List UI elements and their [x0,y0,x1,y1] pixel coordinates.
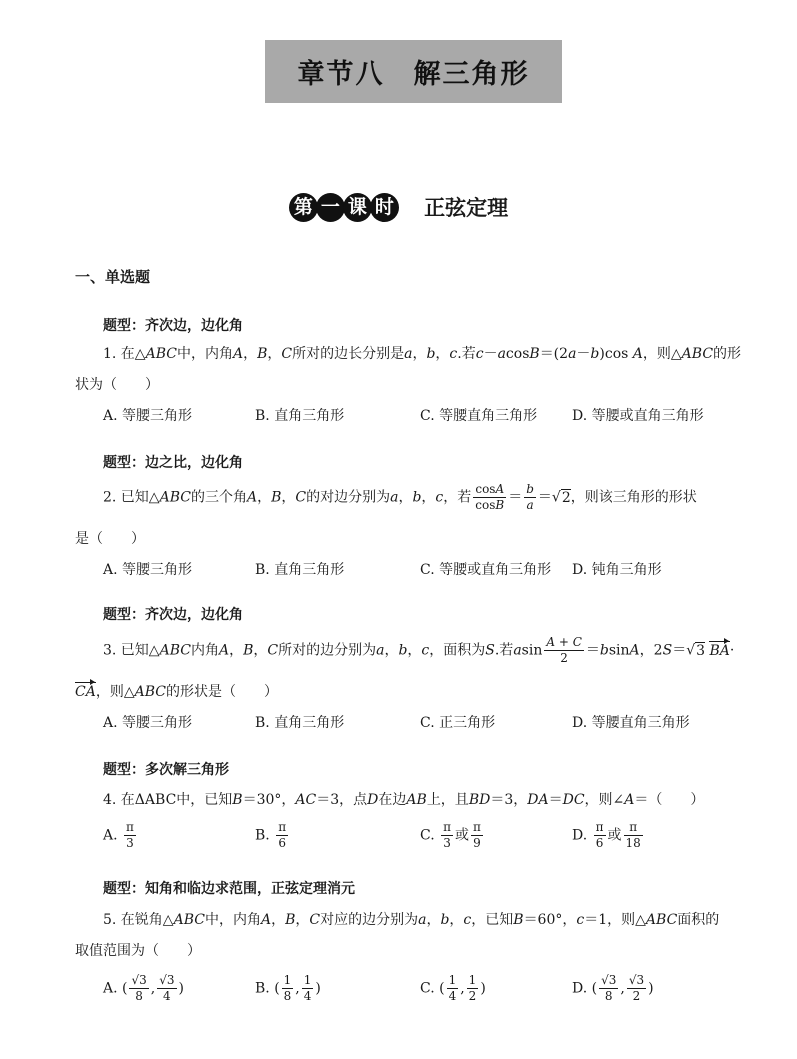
text: C [267,642,279,659]
text: ＝30°， [242,792,296,808]
option-d[interactable]: D. 等腰或直角三角形 [572,408,704,424]
text: A [629,642,640,659]
text: ， [421,489,436,506]
question-2-continuation: 是（ ） [75,531,145,547]
text: b [412,489,422,506]
option-a[interactable]: A. 等腰三角形 [103,562,193,578]
fraction [467,973,479,1004]
text: a [418,912,427,928]
text: 4 [448,989,457,1003]
fraction [471,820,483,851]
text: 9 [473,836,481,850]
text: · [729,642,735,659]
text: .若 [494,642,514,659]
text: ， [271,912,286,928]
text: 18 [625,836,641,850]
text: b [426,346,436,362]
question-type-label: 题型：多次解三角形 [103,762,229,778]
text: B [232,792,243,808]
fraction [627,973,646,1004]
text: ， [253,642,268,659]
text: 4 [303,989,312,1003]
text: ，则△ [642,346,682,362]
text: c [463,912,472,928]
text: A [260,912,272,928]
text: sin [608,642,630,659]
question-5-continuation: 取值范围为（ ） [75,943,201,959]
question-type-label: 题型：齐次边，边化角 [103,318,243,334]
text: 8 [135,989,143,1003]
text: 2 [560,651,568,665]
text: 内角 [190,642,219,659]
text: c [435,489,444,506]
text: 4 [163,989,171,1003]
option-d[interactable] [572,820,645,851]
text: a [526,498,534,512]
lesson-badge-char: 一 [316,193,345,222]
text: 的三个角 [190,489,247,506]
fraction [624,820,643,851]
option-a[interactable] [103,820,138,851]
text: a [404,346,413,362]
option-d[interactable] [572,973,654,1004]
fraction [302,973,314,1004]
text: ，若 [443,489,472,506]
text: b [599,642,609,659]
text: ABC [173,912,205,928]
text: ， [267,346,282,362]
text: AC [295,792,317,808]
text: 的形状是（ ） [165,684,278,700]
text: π [473,820,481,834]
lesson-badge-char: 第 [289,193,318,222]
option-c[interactable]: C. 正三角形 [420,715,496,731]
text: A [624,792,635,808]
text: ABC [159,642,191,659]
text: )cos [599,346,633,362]
text: ，已知 [471,912,514,928]
text: A [246,489,258,506]
text: ) [648,980,654,997]
question-type-label: 题型：齐次边，边化角 [103,607,243,623]
text: c [421,642,430,659]
question-type-label: 题型：边之比，边化角 [103,455,243,471]
text: 中，内角 [204,912,261,928]
option-d[interactable]: D. 等腰直角三角形 [572,715,690,731]
question-5-text [103,909,719,929]
text: DA [527,792,549,808]
text: ＝ [672,642,687,659]
text: , [620,980,625,997]
text: 2 [468,989,477,1003]
text: ＝3， [490,792,528,808]
text: 8 [283,989,292,1003]
lesson-name: 正弦定理 [424,195,509,220]
text: 1 [303,973,312,987]
text: 的形 [713,346,742,362]
text: b [590,346,600,362]
option-b[interactable]: B. 直角三角形 [255,562,345,578]
text: 4. 在ΔABC中，已知 [103,792,233,808]
text: ， [243,346,258,362]
option-b[interactable] [255,973,321,1004]
text: B [513,912,524,928]
text: ＝（ ） [634,792,705,808]
text: √3 [159,973,175,987]
question-3-text: 3. 已知△ABC内角A，B，C所对的边分别为a，b，c，面积为S.若asin $\frac{A + C}{2}$ ＝bsinA，2S＝√3 BA· [103,635,735,665]
text: ＝ [537,489,552,506]
text: a [497,346,506,362]
text: a [513,642,522,659]
option-b[interactable] [255,820,290,851]
text: C [295,489,307,506]
text: ＝(2 [539,346,569,362]
text: 6 [278,836,286,850]
option-c[interactable] [420,973,486,1004]
text: 3 [696,642,706,659]
text: ，2 [639,642,663,659]
text: BD [468,792,491,808]
text: 1 [448,973,457,987]
text: π [126,820,134,834]
fraction [599,973,618,1004]
text: 或 [455,827,470,844]
text: c [449,346,458,362]
text: 2. 已知△ [103,489,160,506]
text: ， [384,642,399,659]
text: 3. 已知△ [103,642,160,659]
text: A + C [546,635,582,649]
fraction [129,973,148,1004]
lesson-badge-char: 课 [343,193,372,222]
option-c[interactable] [420,820,485,851]
text: D. [572,827,588,844]
option-d[interactable]: D. 钝角三角形 [572,562,662,578]
text: a [390,489,399,506]
text: 的对边分别为 [306,489,391,506]
fraction [276,820,288,851]
text: .若 [457,346,476,362]
text: π [624,820,643,836]
option-a[interactable]: A. 等腰三角形 [103,408,193,424]
text: DC [562,792,585,808]
text: c [576,912,585,928]
text: B [285,912,296,928]
text: 5. 在锐角△ [103,912,174,928]
text: ，则∠ [584,792,625,808]
text: ， [435,346,450,362]
text: cos [505,346,530,362]
text: 所对的边分别为 [278,642,377,659]
text: a [568,346,577,362]
text: A. ( [103,980,128,997]
section-heading: 一、单选题 [75,268,151,286]
text: 1 [468,973,477,987]
text: A [632,346,643,362]
text: D [367,792,379,808]
text: B. ( [255,980,280,997]
option-a[interactable]: A. 等腰三角形 [103,715,193,731]
text: a [376,642,385,659]
option-c[interactable]: C. 等腰或直角三角形 [420,562,552,578]
text: A. [103,827,118,844]
text: C. [420,827,435,844]
text: √3 [601,973,617,987]
vector-ca: CA [75,684,96,700]
text: 2 [561,489,571,506]
text: ＝ [508,489,523,506]
question-2-text: 2. 已知△ABC的三个角A，B，C的对边分别为a，b，c，若 $\frac{\cos A}{\cos B}$ ＝ $\frac{b}{a}$ ＝√2，则该三角形的形状 [103,482,697,512]
text: ，面积为 [429,642,486,659]
fraction [473,482,506,513]
text: 上，且 [426,792,469,808]
fraction [524,482,536,513]
question-type-label: 题型：知角和临边求范围，正弦定理消元 [103,881,355,897]
option-b[interactable]: B. 直角三角形 [255,715,345,731]
text: b [526,482,534,496]
text: ， [281,489,296,506]
text: B [257,346,268,362]
text: A [495,482,505,496]
text: √3 [131,973,147,987]
option-a[interactable] [103,973,184,1004]
question-3-continuation [75,681,278,701]
text: － [483,346,498,362]
lesson-badge-char: 时 [370,193,399,222]
text: ， [257,489,272,506]
fraction [447,973,459,1004]
text: ， [295,912,310,928]
question-1-continuation: 状为（ ） [75,377,159,393]
question-1-text [103,343,741,363]
text: ＝ [585,642,600,659]
text: , [460,980,465,997]
text: ) [315,980,321,997]
fraction [157,973,176,1004]
option-c[interactable]: C. 等腰直角三角形 [420,408,538,424]
text: 对应的边分别为 [320,912,419,928]
text: π [278,820,287,834]
text: B [243,642,254,659]
text: B [529,346,540,362]
chapter-title: 章节八 解三角形 [265,40,562,103]
text: 中，内角 [176,346,233,362]
text: sin [521,642,543,659]
question-4-text [103,789,704,809]
lesson-title [0,192,797,222]
text: ABC [145,346,177,362]
text: B [271,489,282,506]
fraction [124,820,136,851]
text: C [281,346,293,362]
text: 6 [595,836,604,850]
text: √3 [628,973,645,987]
text: ， [407,642,422,659]
text: ) [480,980,486,997]
text: 1 [283,973,292,987]
text: 所对的边长分别是 [292,346,405,362]
text: ＝ [548,792,563,808]
vector-ba: BA [709,642,730,659]
text: C [309,912,321,928]
text: ， [426,912,441,928]
text: 2 [632,989,641,1003]
text: 或 [607,827,622,844]
text: 3 [443,836,451,850]
text: ABC [134,684,166,700]
fraction [594,820,606,851]
text: ＝3，点 [316,792,368,808]
text: AB [406,792,427,808]
text: ＝60°， [523,912,577,928]
text: － [576,346,591,362]
text: 1. 在△ [103,346,146,362]
text: ， [412,346,427,362]
text: C. ( [420,980,445,997]
text: A [218,642,230,659]
fraction [441,820,453,851]
text: B. [255,827,270,844]
text: b [440,912,450,928]
text: π [443,820,452,834]
text: ABC [159,489,191,506]
text: cos [475,482,496,496]
text: 3 [126,836,134,850]
text: b [398,642,408,659]
text: 面积的 [677,912,720,928]
text: 在边 [378,792,407,808]
text: S [662,642,673,659]
fraction [282,973,294,1004]
text: B [495,498,505,512]
text: S [485,642,495,659]
text: ABC [645,912,678,928]
text: , [150,980,156,997]
text: , [295,980,300,997]
text: D. ( [572,980,598,997]
text: c [475,346,484,362]
text: ) [178,980,184,997]
text: ， [449,912,464,928]
text: ＝1，则△ [584,912,646,928]
text: ， [398,489,413,506]
option-b[interactable]: B. 直角三角形 [255,408,345,424]
text: cos [475,498,496,512]
text: ，则△ [95,684,135,700]
text: A [232,346,244,362]
text: ，则该三角形的形状 [570,489,697,506]
text: 8 [604,989,613,1003]
text: ， [229,642,244,659]
text: ABC [681,346,714,362]
fraction [544,635,584,666]
text: π [595,820,604,834]
